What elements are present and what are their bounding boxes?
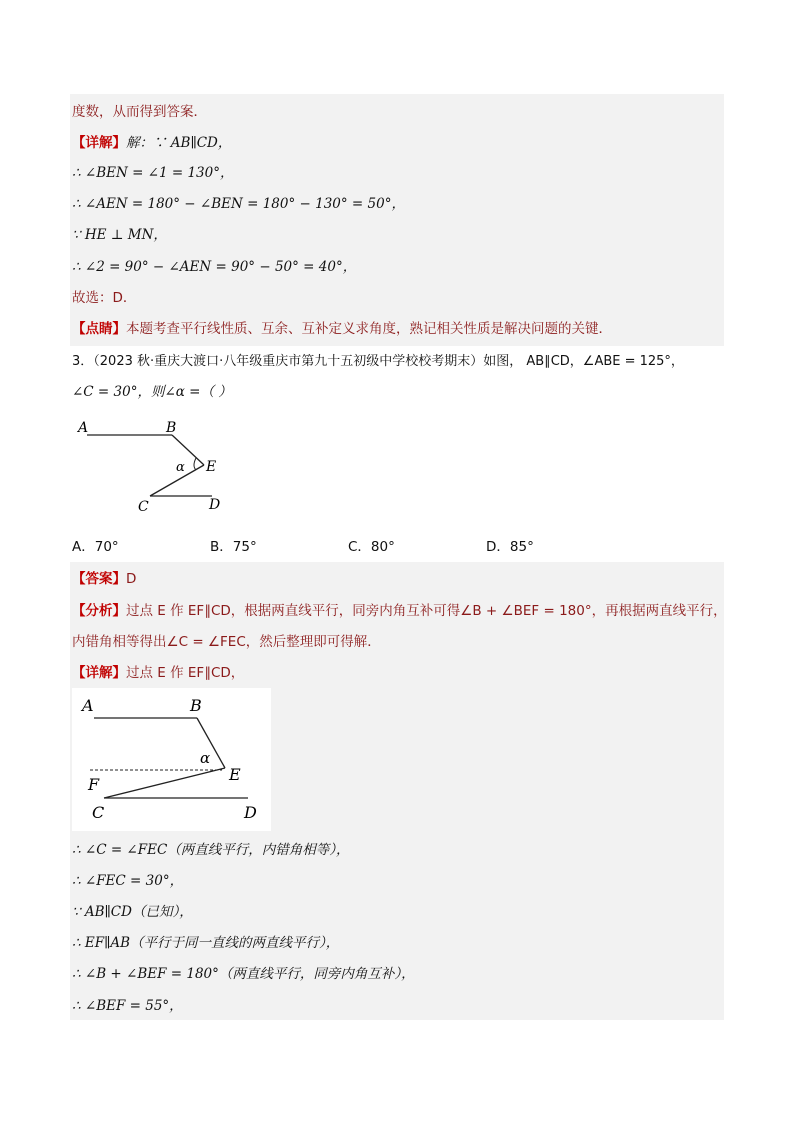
option-c: C．80° bbox=[348, 539, 395, 555]
label-b: B bbox=[190, 696, 202, 715]
answer-label: 【答案】 bbox=[72, 571, 126, 587]
label-a: A bbox=[78, 420, 89, 436]
option-a: A．70° bbox=[72, 539, 119, 555]
question-line-1: 3．（2023 秋·重庆大渡口·八年级重庆市第九十五初级中学校校考期末）如图， AB∥CD，∠ABE = 125°， bbox=[72, 354, 684, 369]
label-d: D bbox=[209, 497, 221, 513]
analysis-line-1 bbox=[72, 601, 727, 621]
point-text: 本题考查平行线性质、互余、互补定义求角度，熟记相关性质是解决问题的关键． bbox=[126, 321, 612, 337]
step-line: ∴ ∠C = ∠FEC（两直线平行，内错角相等）， bbox=[72, 842, 350, 858]
math-line: ∴ ∠AEN = 180° − ∠BEN = 180° − 130° = 50°， bbox=[72, 196, 405, 212]
detail-line-2 bbox=[72, 663, 244, 683]
choice-line: 故选：D． bbox=[72, 290, 137, 306]
label-c: C bbox=[138, 499, 149, 515]
analysis-label: 【分析】 bbox=[72, 603, 126, 619]
detail-label: 【详解】 bbox=[72, 135, 126, 151]
label-b: B bbox=[166, 420, 177, 436]
label-e: E bbox=[229, 765, 241, 784]
analysis-line-2: 内错角相等得出∠C = ∠FEC，然后整理即可得解． bbox=[72, 634, 381, 650]
step-line: ∴ ∠FEC = 30°， bbox=[72, 873, 184, 889]
label-e: E bbox=[206, 459, 217, 475]
segment-ec bbox=[104, 768, 225, 798]
label-alpha: α bbox=[200, 749, 211, 767]
detail-text-2: 过点 E 作 EF∥CD， bbox=[126, 665, 245, 681]
detail-label-2: 【详解】 bbox=[72, 665, 126, 681]
math-line: ∵ HE ⊥ MN， bbox=[72, 227, 167, 243]
step-line: ∴ ∠BEF = 55°， bbox=[72, 998, 183, 1014]
option-d: D．85° bbox=[486, 539, 534, 555]
answer-text: D bbox=[126, 571, 137, 587]
math-line: ∴ ∠2 = 90° − ∠AEN = 90° − 50° = 40°， bbox=[72, 259, 357, 275]
question-line-2: ∠C = 30°，则∠α =（ ） bbox=[72, 384, 232, 400]
label-f: F bbox=[88, 775, 100, 794]
label-alpha: α bbox=[176, 460, 185, 475]
step-line: ∴ ∠B + ∠BEF = 180°（两直线平行，同旁内角互补）， bbox=[72, 966, 415, 982]
label-c: C bbox=[92, 803, 105, 822]
detail-line bbox=[72, 133, 231, 153]
math-line: ∴ ∠BEN = ∠1 = 130°， bbox=[72, 165, 234, 181]
answer-line bbox=[72, 569, 136, 589]
analysis-text-1: 过点 E 作 EF∥CD，根据两直线平行，同旁内角互补可得∠B + ∠BEF = 180°，再根据两直线平行， bbox=[126, 603, 727, 619]
question-figure bbox=[72, 412, 242, 522]
step-line: ∵ AB∥CD（已知）， bbox=[72, 904, 193, 920]
angle-arc bbox=[194, 458, 196, 470]
point-line bbox=[72, 319, 612, 339]
option-b: B．75° bbox=[210, 539, 257, 555]
solution-figure bbox=[72, 688, 271, 831]
label-a: A bbox=[82, 696, 94, 715]
solution-block-shade bbox=[70, 94, 724, 346]
step-line: ∴ EF∥AB（平行于同一直线的两直线平行）， bbox=[72, 935, 340, 951]
text-line: 度数，从而得到答案． bbox=[72, 104, 207, 120]
label-d: D bbox=[244, 803, 257, 822]
detail-text: 解：∵ AB∥CD， bbox=[126, 135, 232, 151]
point-label: 【点睛】 bbox=[72, 321, 126, 337]
